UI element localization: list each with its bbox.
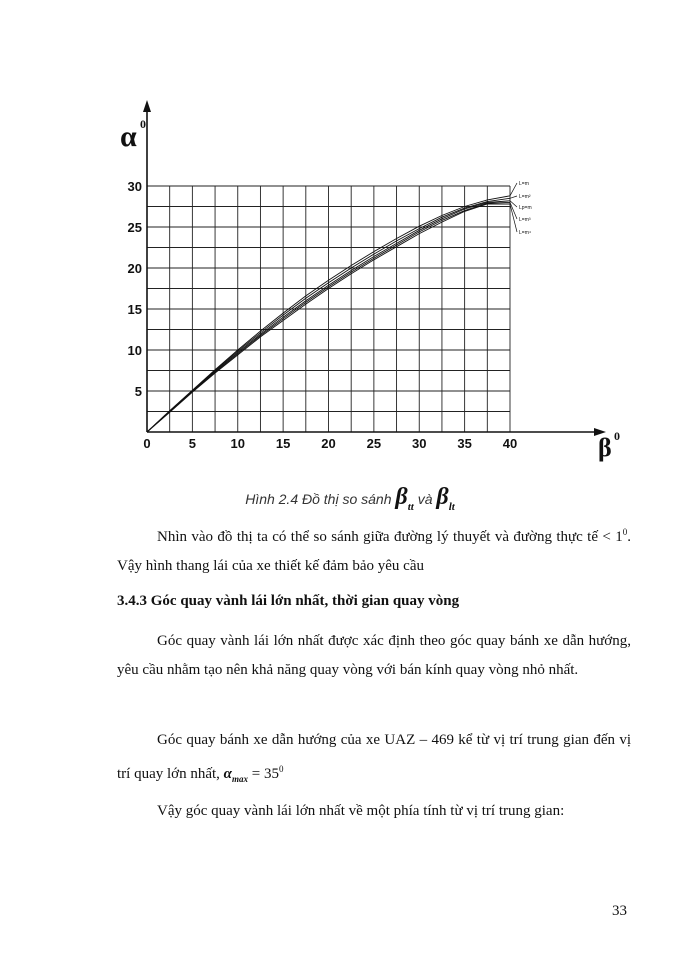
para1-text-a: Nhìn vào đồ thị ta có thể so sánh giữa đường lý thuyết và đường thực tế < 1 (157, 529, 623, 545)
paragraph-max-angle: Góc quay vành lái lớn nhất được xác định theo góc quay bánh xe dẫn hướng, yêu cầu nhằm tạo nên khả năng quay vòng với bán kính quay vòng nhỏ nhất. (117, 633, 631, 678)
x-tick-label: 5 (188, 436, 196, 451)
para3-sub: max (231, 774, 248, 784)
caption-sub2: lt (448, 500, 455, 513)
legend-leader (510, 202, 517, 219)
caption-symbol1: β (395, 484, 408, 510)
page-number: 33 (612, 903, 627, 919)
section-heading: 3.4.3 Góc quay vành lái lớn nhất, thời gian quay vòng (117, 593, 460, 609)
legend-label: L=m⁴ (519, 230, 532, 236)
legend-label: L=m² (519, 194, 531, 200)
y-tick-label: 15 (127, 302, 142, 317)
tick-labels (128, 179, 518, 451)
x-tick-label: 20 (321, 436, 336, 451)
legend-label: L=m³ (519, 217, 531, 223)
caption-symbol-beta-lt (436, 484, 455, 513)
para3-text-b: = 35 (248, 766, 279, 782)
x-tick-label: 10 (230, 436, 245, 451)
legend-label: Lp=m (519, 205, 532, 211)
x-axis-label-sup: 0 (614, 429, 620, 443)
y-axis-label: α (120, 120, 137, 153)
caption-symbol2: β (436, 484, 449, 510)
y-tick-label: 10 (127, 343, 142, 358)
y-axis-arrow (143, 100, 151, 112)
paragraph-wheel-angle (117, 726, 631, 794)
figure-caption (0, 484, 700, 513)
y-tick-label: 25 (127, 220, 142, 235)
para3-sup: 0 (278, 764, 284, 774)
x-tick-label: 35 (457, 436, 472, 451)
legend-label: L=m (519, 181, 529, 187)
x-tick-label: 30 (412, 436, 427, 451)
alpha-max-symbol (224, 766, 248, 782)
para1-sup: 0 (622, 527, 628, 537)
paragraph-comparison (117, 518, 631, 581)
x-axis-label: β (598, 433, 612, 462)
x-tick-label: 0 (143, 436, 151, 451)
legend-leader (510, 201, 517, 207)
paragraph-conclusion: Vậy góc quay vành lái lớn nhất về một phía tính từ vị trí trung gian: (157, 803, 565, 819)
legend-leader (510, 204, 517, 232)
para3-text-a: Góc quay bánh xe dẫn hướng của xe UAZ – 469 kể từ vị trí trung gian đến vị trí quay lớn nhất, (117, 732, 631, 782)
caption-symbol-beta-tt (395, 484, 414, 513)
y-tick-label: 20 (127, 261, 142, 276)
x-tick-label: 40 (502, 436, 518, 451)
chart-legend (510, 181, 532, 236)
x-tick-label: 25 (366, 436, 382, 451)
caption-sub1: tt (407, 500, 414, 513)
legend-leader (510, 196, 517, 198)
para1-text-b: . Vậy hình thang lái của xe thiết kế đảm bảo yêu cầu (117, 529, 631, 574)
caption-conj: và (417, 491, 433, 507)
x-tick-label: 15 (275, 436, 291, 451)
y-tick-label: 30 (127, 179, 142, 194)
caption-prefix: Hình 2.4 Đồ thị so sánh (245, 491, 392, 507)
chart-grid (147, 186, 510, 432)
para3-symbol: α (223, 766, 232, 782)
legend-leader (510, 183, 517, 196)
y-axis-label-sup: 0 (140, 117, 146, 131)
y-tick-label: 5 (134, 384, 142, 399)
